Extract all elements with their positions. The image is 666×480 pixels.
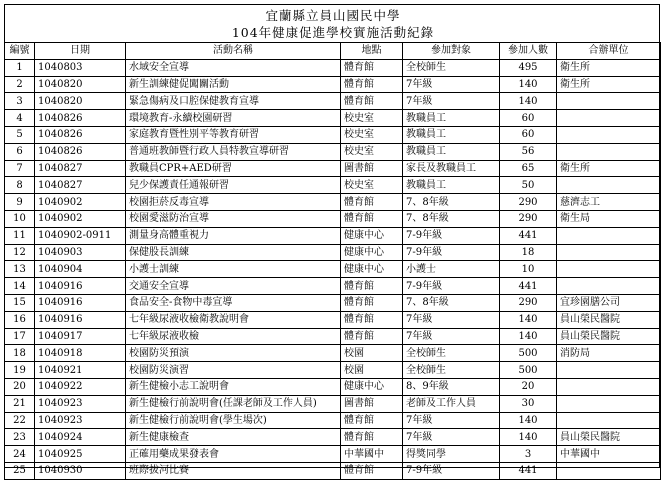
cell-place: 體育館 xyxy=(341,311,403,328)
cell-place: 體育館 xyxy=(341,278,403,295)
cell-target: 7-9年級 xyxy=(403,244,500,261)
cell-place: 校史室 xyxy=(341,177,403,194)
cell-target: 全校師生 xyxy=(403,362,500,379)
table-row xyxy=(5,210,661,227)
cell-activity-name: 新生健檢行前說明會(任課老師及工作人員) xyxy=(126,395,341,412)
cell-date: 1040917 xyxy=(35,328,126,345)
header-org: 合辦單位 xyxy=(557,43,661,60)
table-row xyxy=(5,160,661,177)
cell-count: 50 xyxy=(500,177,557,194)
cell-co-organizer: 衛生所 xyxy=(557,59,661,76)
cell-date: 1040902 xyxy=(35,210,126,227)
cell-count: 495 xyxy=(500,59,557,76)
cell-date: 1040923 xyxy=(35,395,126,412)
school-title: 宜蘭縣立員山國民中學 xyxy=(265,8,401,23)
cell-no: 12 xyxy=(5,244,35,261)
cell-place: 校園 xyxy=(341,362,403,379)
cell-date: 1040827 xyxy=(35,160,126,177)
cell-activity-name: 校園拒菸反毒宣導 xyxy=(126,194,341,211)
table-row xyxy=(5,345,661,362)
cell-place: 健康中心 xyxy=(341,378,403,395)
cell-activity-name: 班際拔河比賽 xyxy=(126,462,341,479)
cell-target: 7、8年級 xyxy=(403,294,500,311)
table-row xyxy=(5,278,661,295)
cell-target: 7年級 xyxy=(403,93,500,110)
table-row xyxy=(5,261,661,278)
cell-activity-name: 新生訓練健促闖關活動 xyxy=(126,76,341,93)
cell-no: 8 xyxy=(5,177,35,194)
cell-count: 65 xyxy=(500,160,557,177)
cell-no: 23 xyxy=(5,429,35,446)
table-row xyxy=(5,76,661,93)
cell-count: 10 xyxy=(500,261,557,278)
cell-no: 10 xyxy=(5,210,35,227)
cell-no: 24 xyxy=(5,446,35,463)
cell-place: 體育館 xyxy=(341,194,403,211)
cell-co-organizer xyxy=(557,395,661,412)
cell-target: 家長及教職員工 xyxy=(403,160,500,177)
cell-place: 健康中心 xyxy=(341,227,403,244)
cell-date: 1040925 xyxy=(35,446,126,463)
cell-no: 16 xyxy=(5,311,35,328)
cell-no: 18 xyxy=(5,345,35,362)
cell-date: 1040921 xyxy=(35,362,126,379)
table-row xyxy=(5,194,661,211)
cell-place: 體育館 xyxy=(341,210,403,227)
table-row xyxy=(5,362,661,379)
cell-no: 15 xyxy=(5,294,35,311)
cell-no: 1 xyxy=(5,59,35,76)
cell-target: 全校師生 xyxy=(403,59,500,76)
cell-activity-name: 環境教育-永續校園研習 xyxy=(126,110,341,127)
cell-count: 56 xyxy=(500,143,557,160)
cell-date: 1040803 xyxy=(35,59,126,76)
cell-co-organizer: 員山榮民醫院 xyxy=(557,311,661,328)
cell-co-organizer xyxy=(557,278,661,295)
table-row xyxy=(5,143,661,160)
cell-co-organizer xyxy=(557,93,661,110)
cell-activity-name: 正確用藥成果發表會 xyxy=(126,446,341,463)
cell-no: 20 xyxy=(5,378,35,395)
cell-no: 13 xyxy=(5,261,35,278)
cell-activity-name: 測量身高體重視力 xyxy=(126,227,341,244)
cell-date: 1040924 xyxy=(35,429,126,446)
cell-count: 500 xyxy=(500,362,557,379)
cell-no: 22 xyxy=(5,412,35,429)
header-place: 地點 xyxy=(341,43,403,60)
cell-target: 7、8年級 xyxy=(403,210,500,227)
cell-target: 7年級 xyxy=(403,76,500,93)
cell-date: 1040902 xyxy=(35,194,126,211)
table-row xyxy=(5,429,661,446)
cell-place: 體育館 xyxy=(341,328,403,345)
cell-date: 1040930 xyxy=(35,462,126,479)
table-row xyxy=(5,462,661,479)
cell-co-organizer: 慈濟志工 xyxy=(557,194,661,211)
header-count: 參加人數 xyxy=(500,43,557,60)
cell-place: 中華國中 xyxy=(341,446,403,463)
cell-activity-name: 食品安全-食物中毒宣導 xyxy=(126,294,341,311)
cell-count: 3 xyxy=(500,446,557,463)
cell-place: 體育館 xyxy=(341,429,403,446)
table-row xyxy=(5,412,661,429)
cell-date: 1040916 xyxy=(35,278,126,295)
cell-count: 441 xyxy=(500,227,557,244)
cell-date: 1040903 xyxy=(35,244,126,261)
cell-place: 體育館 xyxy=(341,294,403,311)
cell-count: 140 xyxy=(500,412,557,429)
cell-count: 140 xyxy=(500,76,557,93)
cell-no: 19 xyxy=(5,362,35,379)
cell-no: 4 xyxy=(5,110,35,127)
cell-count: 140 xyxy=(500,328,557,345)
cell-no: 14 xyxy=(5,278,35,295)
cell-activity-name: 交通安全宣導 xyxy=(126,278,341,295)
cell-place: 體育館 xyxy=(341,412,403,429)
cell-no: 11 xyxy=(5,227,35,244)
cell-place: 體育館 xyxy=(341,93,403,110)
cell-target: 8、9年級 xyxy=(403,378,500,395)
cell-activity-name: 緊急傷病及口腔保健教育宣導 xyxy=(126,93,341,110)
cell-activity-name: 水域安全宣導 xyxy=(126,59,341,76)
cell-count: 290 xyxy=(500,294,557,311)
cell-place: 健康中心 xyxy=(341,261,403,278)
cell-activity-name: 新生健檢小志工說明會 xyxy=(126,378,341,395)
cell-count: 30 xyxy=(500,395,557,412)
cell-date: 1040826 xyxy=(35,110,126,127)
cell-date: 1040826 xyxy=(35,143,126,160)
cell-target: 7年級 xyxy=(403,412,500,429)
cell-activity-name: 保健股長訓練 xyxy=(126,244,341,261)
cell-place: 體育館 xyxy=(341,462,403,479)
cell-co-organizer: 衛生所 xyxy=(557,160,661,177)
cell-count: 290 xyxy=(500,194,557,211)
cell-activity-name: 校園防災預演 xyxy=(126,345,341,362)
cell-place: 校史室 xyxy=(341,126,403,143)
cell-place: 健康中心 xyxy=(341,244,403,261)
cell-no: 21 xyxy=(5,395,35,412)
cell-count: 500 xyxy=(500,345,557,362)
cell-co-organizer: 消防局 xyxy=(557,345,661,362)
cell-activity-name: 七年級尿液收檢 xyxy=(126,328,341,345)
cell-co-organizer xyxy=(557,261,661,278)
cell-no: 2 xyxy=(5,76,35,93)
cell-target: 教職員工 xyxy=(403,110,500,127)
cell-activity-name: 校園愛滋防治宣導 xyxy=(126,210,341,227)
cell-co-organizer: 中華國中 xyxy=(557,446,661,463)
cell-count: 140 xyxy=(500,429,557,446)
cell-no: 7 xyxy=(5,160,35,177)
cell-co-organizer xyxy=(557,244,661,261)
table-row xyxy=(5,177,661,194)
table-row xyxy=(5,59,661,76)
record-title: 104年健康促進學校實施活動紀錄 xyxy=(231,25,435,40)
cell-date: 1040820 xyxy=(35,76,126,93)
cell-count: 20 xyxy=(500,378,557,395)
cell-co-organizer xyxy=(557,362,661,379)
table-row xyxy=(5,395,661,412)
cell-co-organizer xyxy=(557,110,661,127)
cell-place: 校史室 xyxy=(341,143,403,160)
cell-date: 1040902-0911 xyxy=(35,227,126,244)
cell-co-organizer xyxy=(557,462,661,479)
cell-count: 290 xyxy=(500,210,557,227)
activity-table xyxy=(4,42,661,480)
table-row xyxy=(5,446,661,463)
cell-date: 1040922 xyxy=(35,378,126,395)
header-target: 參加對象 xyxy=(403,43,500,60)
cell-co-organizer xyxy=(557,378,661,395)
cell-count: 140 xyxy=(500,93,557,110)
cell-place: 體育館 xyxy=(341,59,403,76)
cell-activity-name: 校園防災演習 xyxy=(126,362,341,379)
table-row xyxy=(5,378,661,395)
cell-co-organizer: 宜珍園膳公司 xyxy=(557,294,661,311)
cell-count: 441 xyxy=(500,462,557,479)
cell-activity-name: 兒少保護責任通報研習 xyxy=(126,177,341,194)
cell-place: 校園 xyxy=(341,345,403,362)
cell-target: 老師及工作人員 xyxy=(403,395,500,412)
cell-activity-name: 新生健檢行前說明會(學生場次) xyxy=(126,412,341,429)
cell-target: 7年級 xyxy=(403,328,500,345)
cell-no: 6 xyxy=(5,143,35,160)
cell-count: 441 xyxy=(500,278,557,295)
cell-target: 得獎同學 xyxy=(403,446,500,463)
cell-date: 1040916 xyxy=(35,294,126,311)
cell-no: 25 xyxy=(5,462,35,479)
cell-count: 60 xyxy=(500,126,557,143)
cell-co-organizer xyxy=(557,143,661,160)
cell-count: 140 xyxy=(500,311,557,328)
header-name: 活動名稱 xyxy=(126,43,341,60)
cell-target: 小護士 xyxy=(403,261,500,278)
cell-target: 教職員工 xyxy=(403,143,500,160)
cell-co-organizer xyxy=(557,126,661,143)
cell-date: 1040918 xyxy=(35,345,126,362)
cell-place: 圖書館 xyxy=(341,160,403,177)
cell-target: 7-9年級 xyxy=(403,278,500,295)
cell-co-organizer xyxy=(557,177,661,194)
cell-place: 圖書館 xyxy=(341,395,403,412)
cell-activity-name: 家庭教育暨性別平等教育研習 xyxy=(126,126,341,143)
table-row xyxy=(5,311,661,328)
cell-co-organizer xyxy=(557,412,661,429)
cell-target: 教職員工 xyxy=(403,126,500,143)
cell-no: 9 xyxy=(5,194,35,211)
cell-count: 18 xyxy=(500,244,557,261)
cell-count: 60 xyxy=(500,110,557,127)
table-row xyxy=(5,328,661,345)
cell-co-organizer xyxy=(557,227,661,244)
cell-date: 1040820 xyxy=(35,93,126,110)
header-date: 日期 xyxy=(35,43,126,60)
cell-date: 1040827 xyxy=(35,177,126,194)
table-row xyxy=(5,227,661,244)
table-row xyxy=(5,294,661,311)
cell-activity-name: 新生健康檢查 xyxy=(126,429,341,446)
cell-no: 3 xyxy=(5,93,35,110)
cell-target: 7-9年級 xyxy=(403,462,500,479)
cell-date: 1040826 xyxy=(35,126,126,143)
cell-no: 5 xyxy=(5,126,35,143)
cell-co-organizer: 衛生所 xyxy=(557,76,661,93)
header-no: 編號 xyxy=(5,43,35,60)
cell-co-organizer: 衛生局 xyxy=(557,210,661,227)
cell-co-organizer: 員山榮民醫院 xyxy=(557,429,661,446)
cell-target: 7-9年級 xyxy=(403,227,500,244)
cell-place: 體育館 xyxy=(341,76,403,93)
cell-activity-name: 七年級尿液收檢衛教說明會 xyxy=(126,311,341,328)
cell-target: 全校師生 xyxy=(403,345,500,362)
cell-date: 1040916 xyxy=(35,311,126,328)
table-row xyxy=(5,126,661,143)
cell-target: 7、8年級 xyxy=(403,194,500,211)
table-row xyxy=(5,110,661,127)
cell-date: 1040904 xyxy=(35,261,126,278)
cell-activity-name: 教職員CPR+AED研習 xyxy=(126,160,341,177)
cell-target: 教職員工 xyxy=(403,177,500,194)
cell-place: 校史室 xyxy=(341,110,403,127)
cell-co-organizer: 員山榮民醫院 xyxy=(557,328,661,345)
cell-no: 17 xyxy=(5,328,35,345)
cell-activity-name: 小護士訓練 xyxy=(126,261,341,278)
table-row xyxy=(5,93,661,110)
cell-date: 1040923 xyxy=(35,412,126,429)
table-row xyxy=(5,244,661,261)
cell-target: 7年級 xyxy=(403,311,500,328)
table-header-row xyxy=(5,43,661,60)
cell-target: 7年級 xyxy=(403,429,500,446)
cell-activity-name: 普通班教師暨行政人員特教宣導研習 xyxy=(126,143,341,160)
